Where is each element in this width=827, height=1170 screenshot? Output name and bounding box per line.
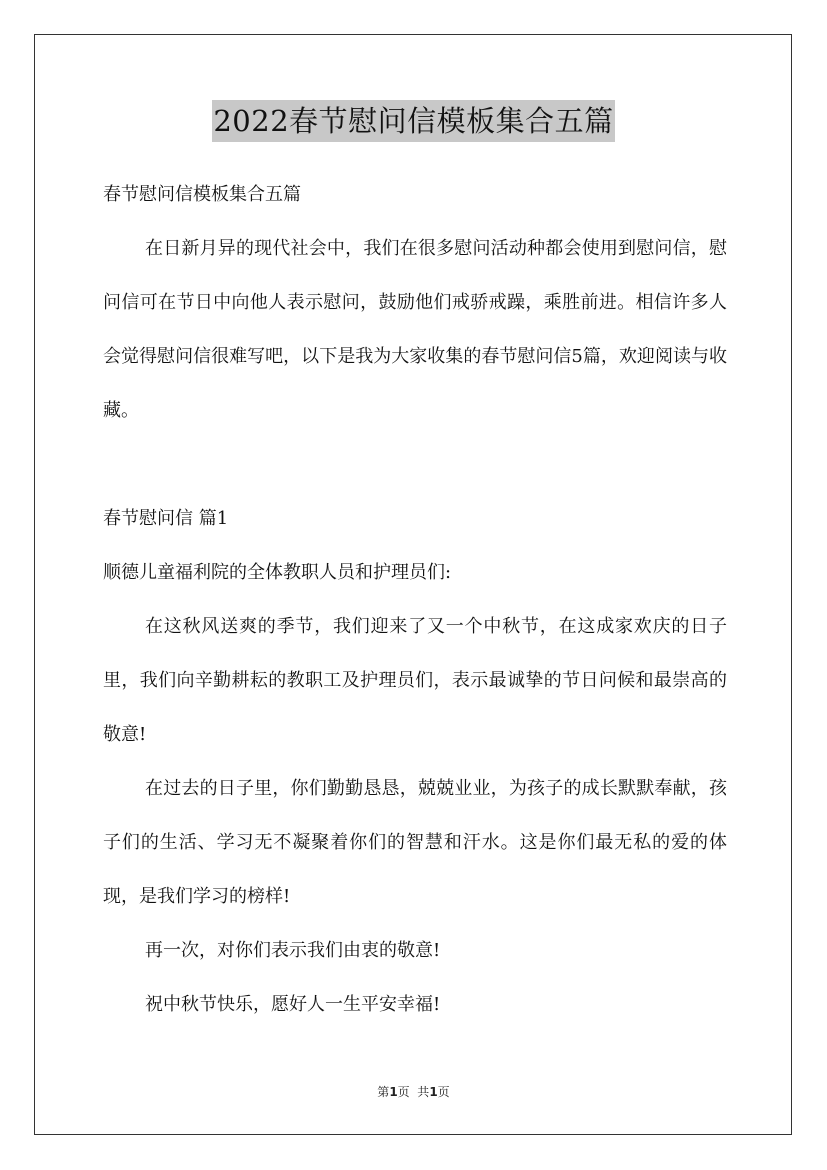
section-gap: [103, 438, 727, 492]
page-mid: 页 共: [397, 1085, 430, 1099]
document-title: 2022春节慰问信模板集合五篇: [212, 100, 614, 142]
document-body: [103, 168, 727, 1032]
salutation: 顺德儿童福利院的全体教职人员和护理员们:: [103, 562, 452, 583]
page-total: 1: [429, 1085, 438, 1099]
page-current: 1: [389, 1085, 398, 1099]
document-subtitle: 春节慰问信模板集合五篇: [103, 184, 301, 205]
body-paragraph-3: 再一次，对你们表示我们由衷的敬意!: [145, 940, 441, 961]
title-wrap: [0, 100, 827, 142]
page-prefix: 第: [377, 1085, 390, 1099]
section-heading: 春节慰问信 篇1: [103, 508, 229, 529]
body-paragraph-4: 祝中秋节快乐，愿好人一生平安幸福!: [145, 994, 441, 1015]
body-paragraph-1: 在这秋风送爽的季节，我们迎来了又一个中秋节，在这成家欢庆的日子里，我们向辛勤耕耘的教职工及护理员们，表示最诚挚的节日问候和最崇高的敬意!: [103, 616, 727, 745]
body-paragraph-2: 在过去的日子里，你们勤勤恳恳，兢兢业业，为孩子的成长默默奉献，孩子们的生活、学习无不凝聚着你们的智慧和汗水。这是你们最无私的爱的体现，是我们学习的榜样!: [103, 778, 727, 907]
intro-paragraph: 在日新月异的现代社会中，我们在很多慰问活动种都会使用到慰问信，慰问信可在节日中向他人表示慰问，鼓励他们戒骄戒躁，乘胜前进。相信许多人会觉得慰问信很难写吧，以下是我为大家收集的春节慰问信5篇，欢迎阅读与收藏。: [103, 238, 727, 421]
page-footer: [0, 1083, 827, 1100]
page-suffix: 页: [437, 1085, 450, 1099]
